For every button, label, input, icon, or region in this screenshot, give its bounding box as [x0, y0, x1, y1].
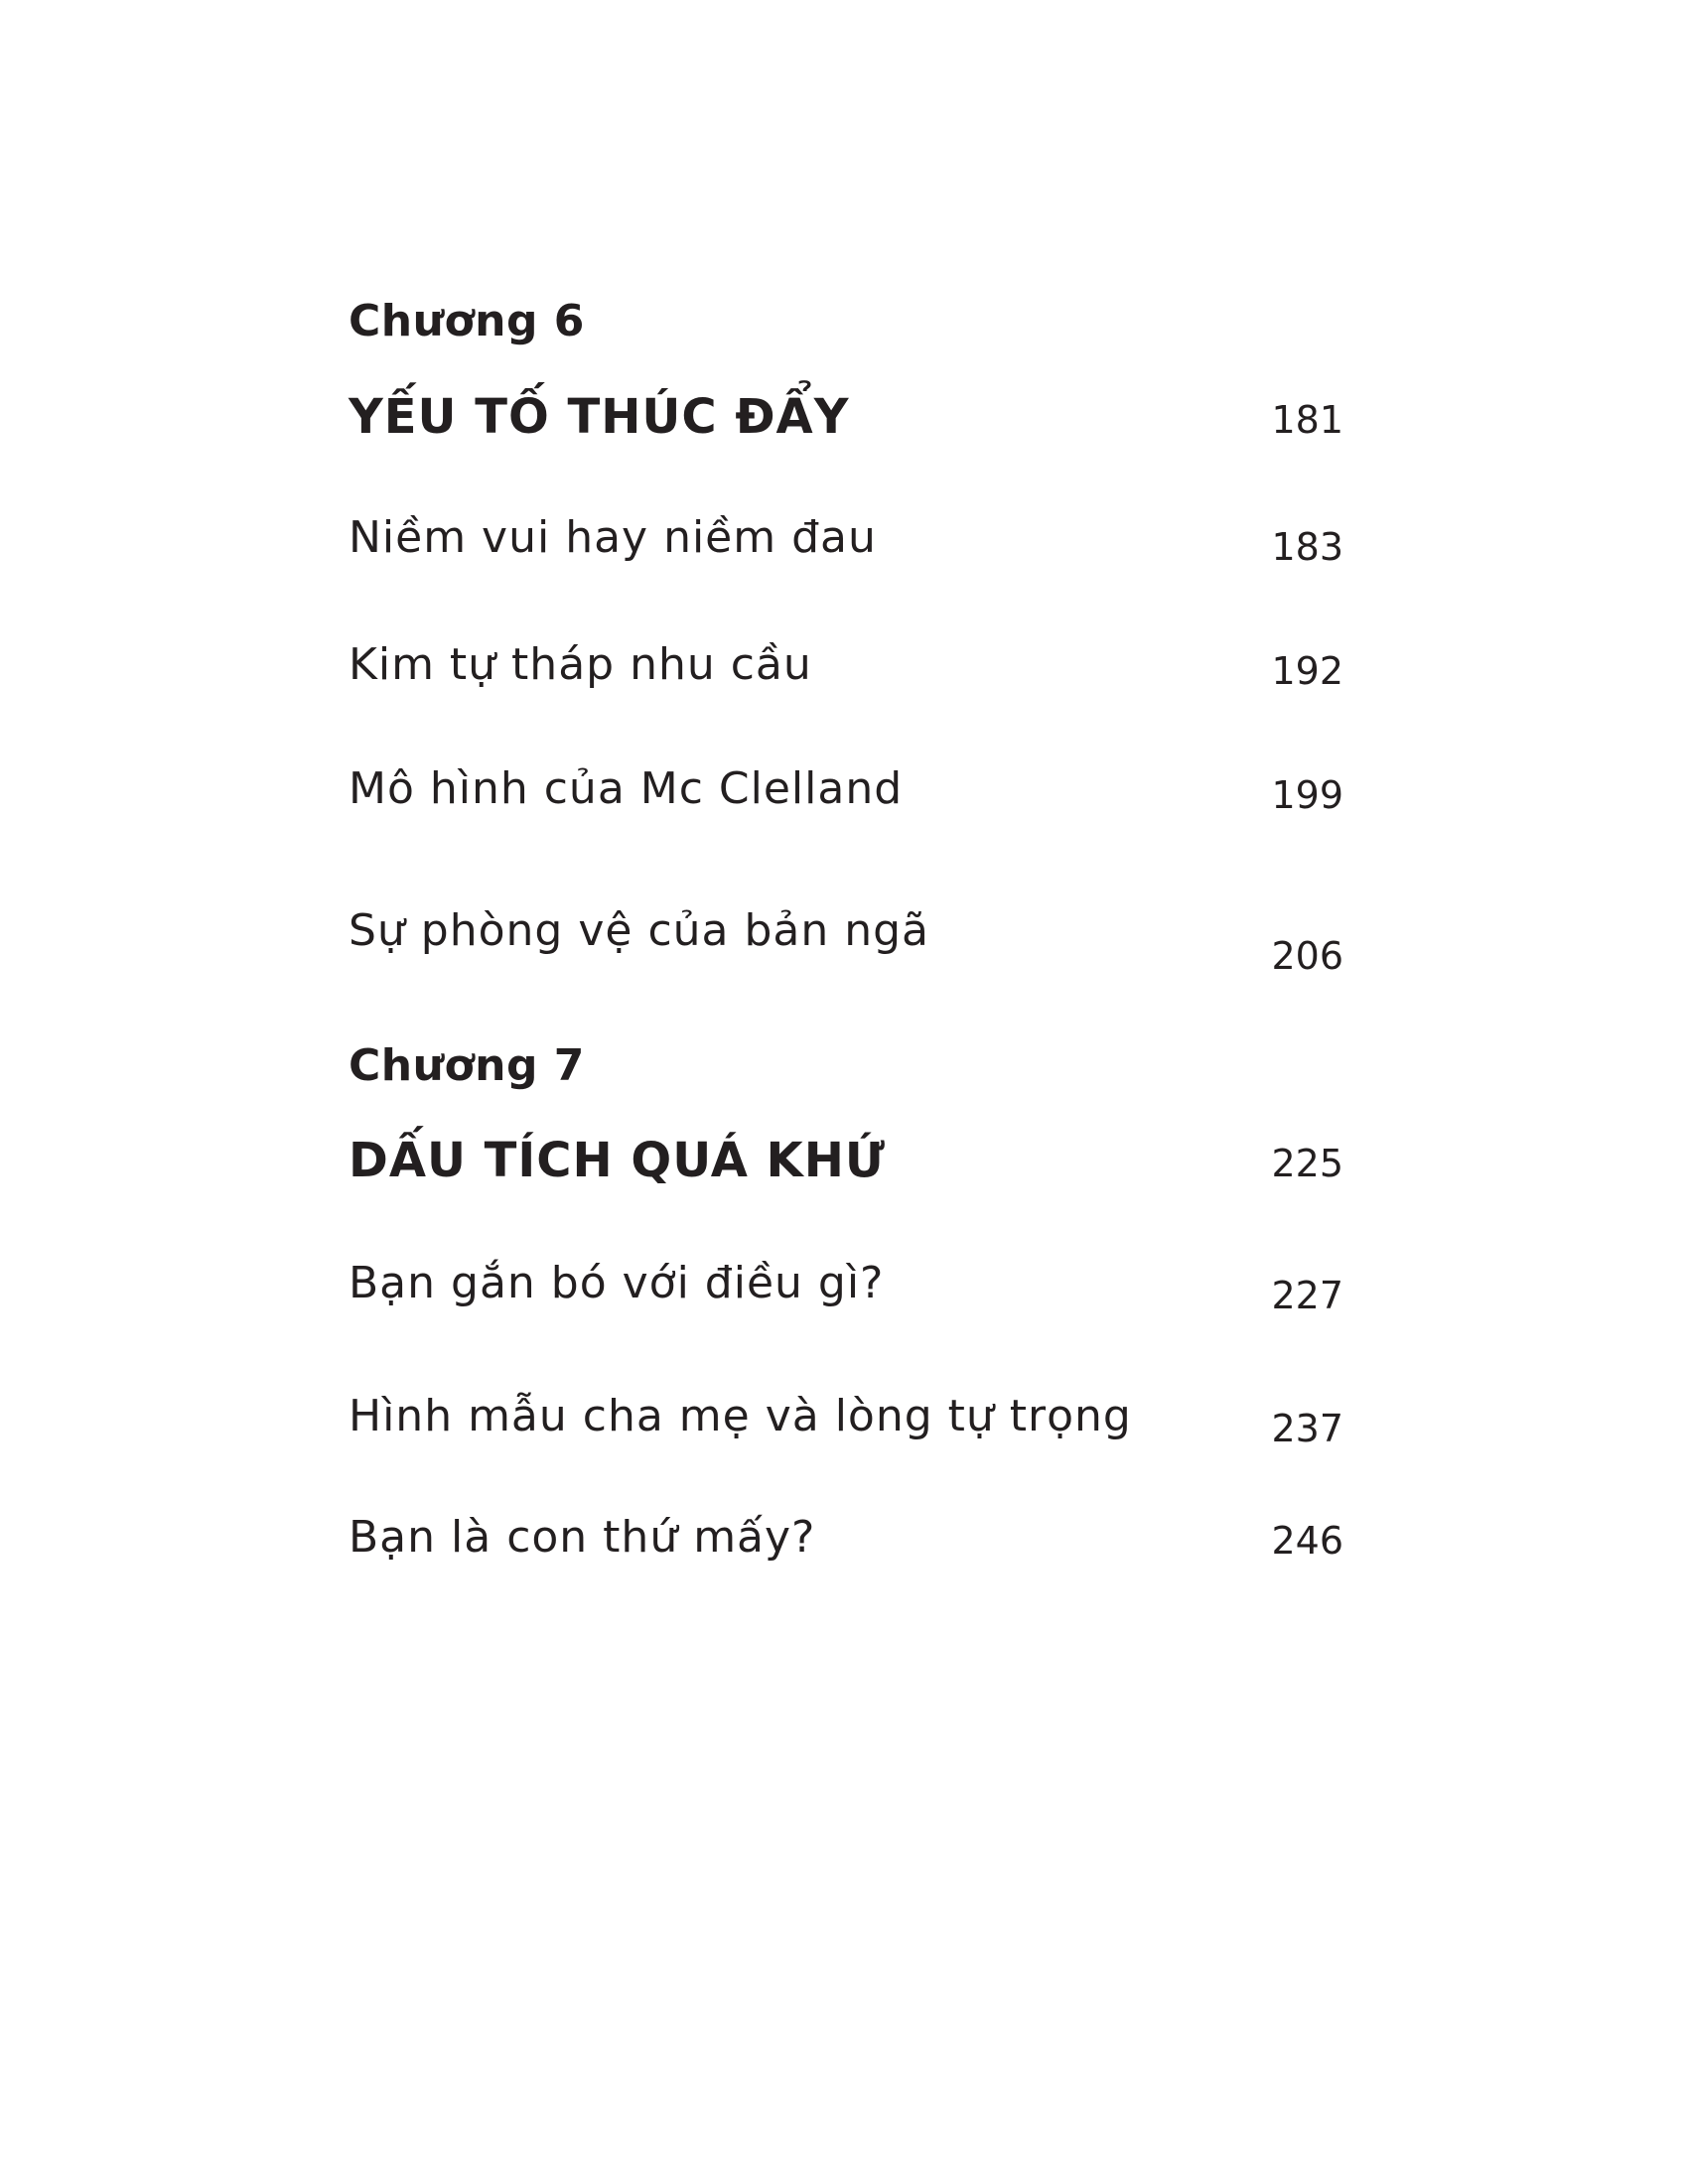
toc-entry-title: Hình mẫu cha mẹ và lòng tự trọng: [349, 1391, 1132, 1441]
chapter-7-label: Chương 7: [349, 1040, 585, 1091]
chapter-6-title: YẾU TỐ THÚC ĐẨY: [349, 389, 850, 445]
chapter-6-page-number: 181: [1271, 398, 1343, 442]
toc-entry-page-number: 183: [1271, 525, 1343, 569]
toc-entry-page-number: 246: [1271, 1519, 1343, 1563]
toc-entry-title: Bạn gắn bó với điều gì?: [349, 1258, 885, 1308]
toc-entry-page-number: 206: [1271, 934, 1343, 978]
toc-entry-title: Bạn là con thứ mấy?: [349, 1512, 816, 1563]
toc-entry-title: Mô hình của Mc Clelland: [349, 763, 904, 814]
toc-entry-page-number: 192: [1271, 649, 1343, 693]
toc-entry-page-number: 237: [1271, 1407, 1343, 1450]
toc-entry-page-number: 227: [1271, 1274, 1343, 1317]
toc-entry-title: Sự phòng vệ của bản ngã: [349, 905, 930, 956]
chapter-6-label: Chương 6: [349, 296, 585, 346]
chapter-7-title: DẤU TÍCH QUÁ KHỨ: [349, 1133, 887, 1188]
toc-entry-title: Kim tự tháp nhu cầu: [349, 639, 812, 690]
toc-entry-page-number: 199: [1271, 773, 1343, 817]
chapter-7-page-number: 225: [1271, 1142, 1343, 1185]
toc-entry-title: Niềm vui hay niềm đau: [349, 512, 877, 563]
